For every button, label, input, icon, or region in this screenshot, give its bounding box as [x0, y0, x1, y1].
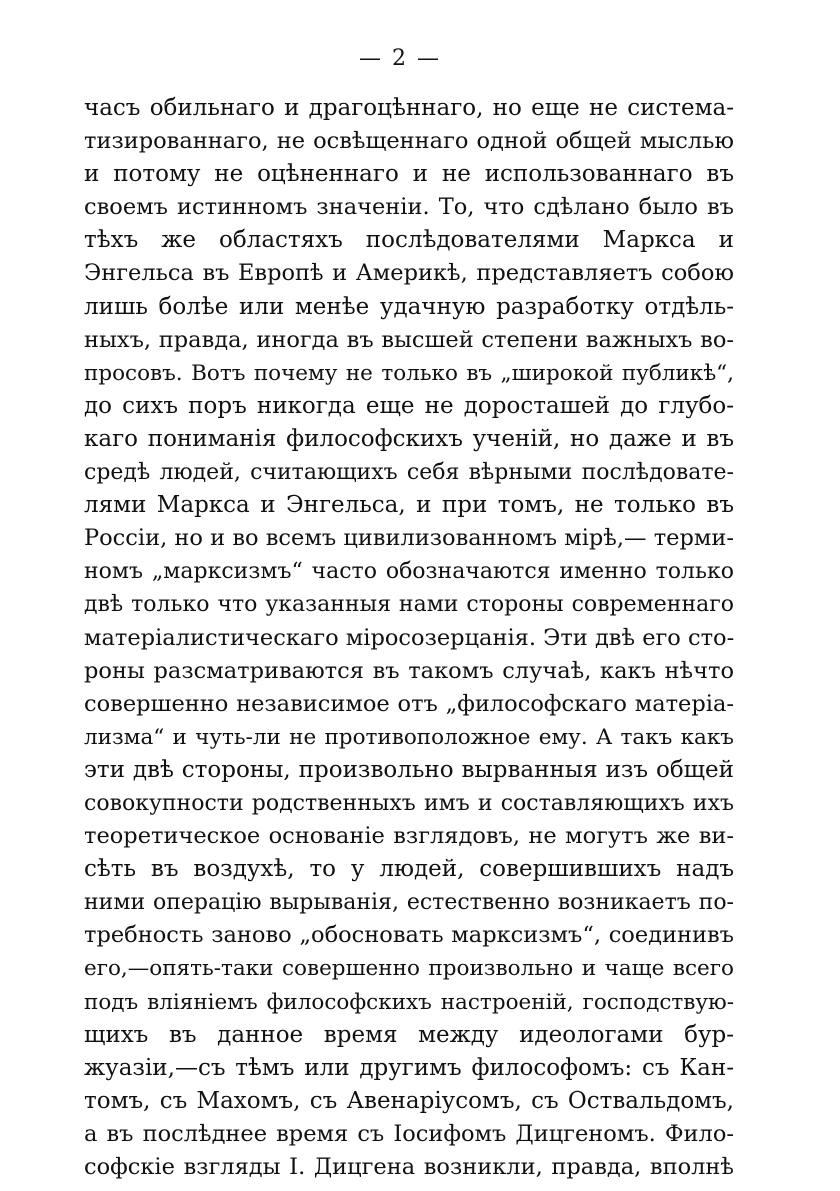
text-line-18: роны разсматриваются въ такомъ случаѣ, какъ нѣчто — [84, 657, 734, 684]
body-text — [84, 92, 734, 1184]
text-line-12: средѣ людей, считающихъ себя вѣрными послѣдовате- — [84, 460, 734, 486]
text-line-11: каго пониманія философскихъ ученій, но даже и въ — [84, 425, 734, 452]
page-number: — 2 — — [359, 46, 441, 71]
text-line-24: сѣть въ воздухѣ, то у людей, совершившихъ надъ — [84, 856, 734, 883]
text-line-7: лишь болѣе или менѣе удачную разработку отдѣль- — [84, 293, 734, 320]
text-line-2: тизированнаго, не освѣщеннаго одной общей мыслью — [84, 128, 734, 155]
text-line-26: требность заново „обосновать марксизмъ“, соединивъ — [84, 922, 734, 949]
text-line-25: ними операцію вырыванія, естественно возникаетъ по- — [84, 890, 734, 916]
text-line-5: тѣхъ же областяхъ послѣдователями Маркса и — [84, 227, 734, 254]
text-line-6: Энгельса въ Европѣ и Америкѣ, представляетъ собою — [84, 260, 734, 287]
text-line-13: лями Маркса и Энгельса, и при томъ, не только въ — [84, 492, 734, 519]
text-line-32: а въ послѣднее время съ Іосифомъ Дицгеномъ. Фило- — [84, 1120, 734, 1147]
text-line-15: номъ „марксизмъ“ часто обозначаются именно только — [84, 559, 734, 585]
text-line-1: часъ обильнаго и драгоцѣннаго, но еще не система- — [84, 95, 734, 121]
text-line-31: томъ, съ Махомъ, съ Авенаріусомъ, съ Оствальдомъ, — [84, 1087, 734, 1114]
text-line-17: матеріалистическаго міросозерцанія. Эти двѣ его сто- — [84, 624, 735, 651]
text-line-30: жуазіи,—съ тѣмъ или другимъ философомъ: съ Кан- — [84, 1054, 734, 1081]
text-line-3: и потому не оцѣненнаго и не использованнаго въ — [84, 161, 734, 188]
text-line-19: совершенно независимое отъ „философскаго матеріа- — [84, 690, 734, 717]
text-line-20: лизма“ и чуть-ли не противоположное ему. А такъ какъ — [84, 724, 734, 750]
text-line-4: своемъ истинномъ значеніи. То, что сдѣлано было въ — [84, 194, 734, 221]
text-line-27: его,—опять-таки совершенно произвольно и чаще всего — [84, 956, 734, 982]
text-line-33: софскіе взгляды І. Дицгена возникли, правда, вполнѣ — [84, 1154, 734, 1180]
text-line-16: двѣ только что указанныя нами стороны современнаго — [84, 592, 734, 618]
text-line-8: ныхъ, правда, иногда въ высшей степени важныхъ во- — [84, 326, 734, 353]
text-line-23: теоретическое основаніе взглядовъ, не могутъ же ви- — [84, 823, 734, 850]
text-line-22: совокупности родственныхъ имъ и составляющихъ ихъ — [84, 790, 734, 816]
text-line-29: щихъ въ данное время между идеологами бур- — [84, 1021, 734, 1048]
text-line-14: Россіи, но и во всемъ цивилизованномъ мірѣ,— терми- — [84, 525, 734, 552]
text-line-21: эти двѣ стороны, произвольно вырванныя изъ общей — [84, 756, 734, 783]
text-line-28: подъ вліяніемъ философскихъ настроеній, господствую- — [84, 989, 734, 1015]
text-line-9: просовъ. Вотъ почему не только въ „широкой публикѣ“, — [84, 360, 734, 386]
text-line-10: до сихъ поръ никогда еще не доросташей до глубо- — [84, 392, 734, 419]
